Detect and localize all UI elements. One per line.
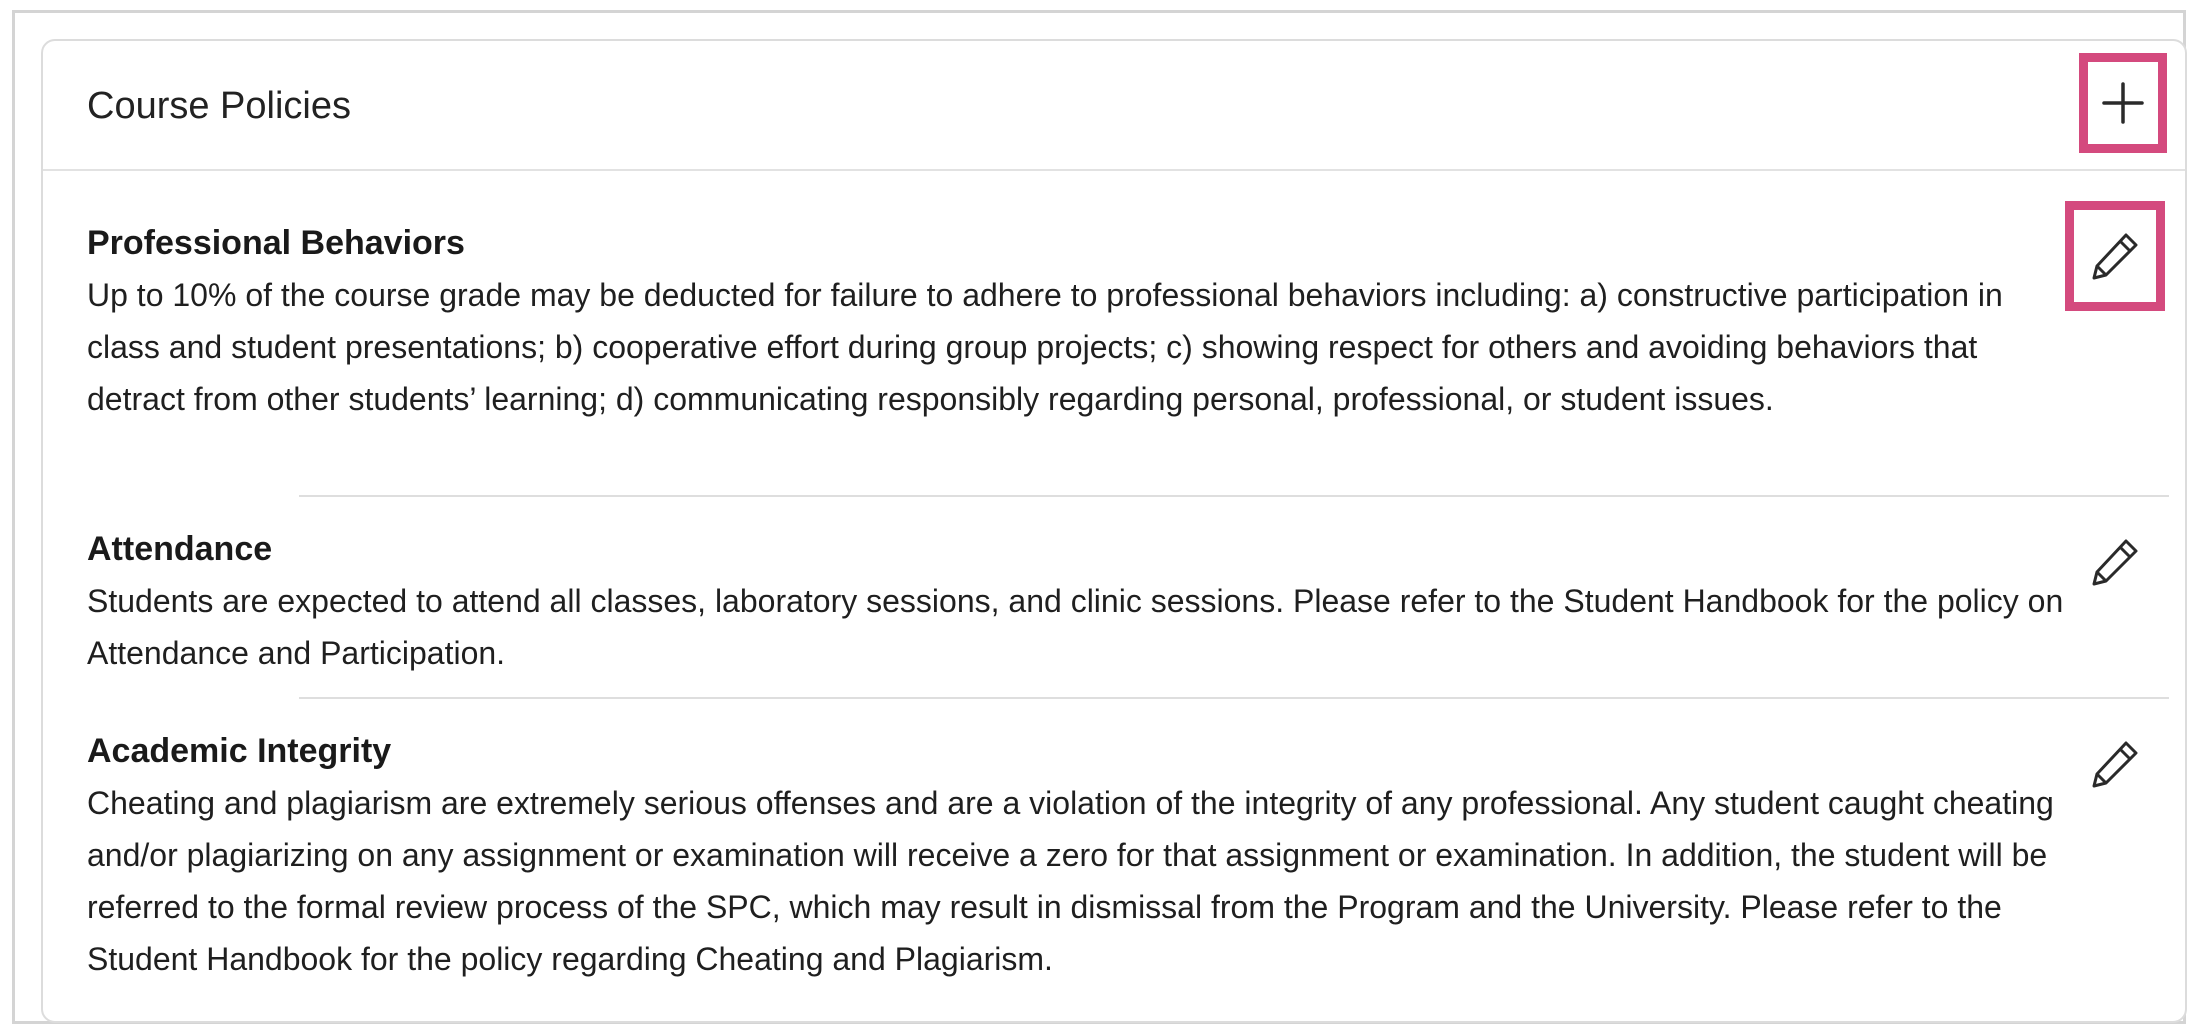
panel-header xyxy=(43,41,2185,171)
policy-divider xyxy=(299,495,2169,497)
policy-title: Professional Behaviors xyxy=(87,224,465,262)
pencil-icon xyxy=(2089,536,2141,588)
policy-item xyxy=(87,217,2077,425)
policy-description: Up to 10% of the course grade may be deducted for failure to adhere to professional behaviors including: a) constructive participation in class and student presentations; b) cooperative effort during group projects; c) showing respect for others and avoiding behaviors that detract from other students’ learning; d) communicating responsibly regarding personal, professional, or student issues. xyxy=(87,277,2003,417)
policy-title: Attendance xyxy=(87,530,273,568)
plus-icon xyxy=(2101,81,2145,125)
add-policy-button[interactable] xyxy=(2079,53,2167,153)
screenshot-frame xyxy=(12,10,2186,1024)
edit-policy-button-professional-behaviors[interactable] xyxy=(2065,201,2165,311)
policy-item xyxy=(87,523,2077,679)
panel-title: Course Policies xyxy=(87,85,351,127)
edit-policy-button-attendance[interactable] xyxy=(2065,507,2165,617)
policy-divider xyxy=(299,697,2169,699)
pencil-icon xyxy=(2089,738,2141,790)
policy-description: Cheating and plagiarism are extremely serious offenses and are a violation of the integrity of any professional. Any student caught cheating and/or plagiarizing on any assignment or examination will receive a zero for that assignment or examination. In addition, the student will be referred to the formal review process of the SPC, which may result in dismissal from the Program and the University. Please refer to the Student Handbook for the policy regarding Cheating and Plagiarism. xyxy=(87,785,2054,977)
course-policies-panel xyxy=(41,39,2187,1023)
policy-description: Students are expected to attend all classes, laboratory sessions, and clinic sessions. Please refer to the Student Handbook for the policy on Attendance and Participation. xyxy=(87,583,2064,671)
edit-policy-button-academic-integrity[interactable] xyxy=(2065,709,2165,819)
policy-item xyxy=(87,725,2077,985)
policy-title: Academic Integrity xyxy=(87,732,392,770)
pencil-icon xyxy=(2089,230,2141,282)
